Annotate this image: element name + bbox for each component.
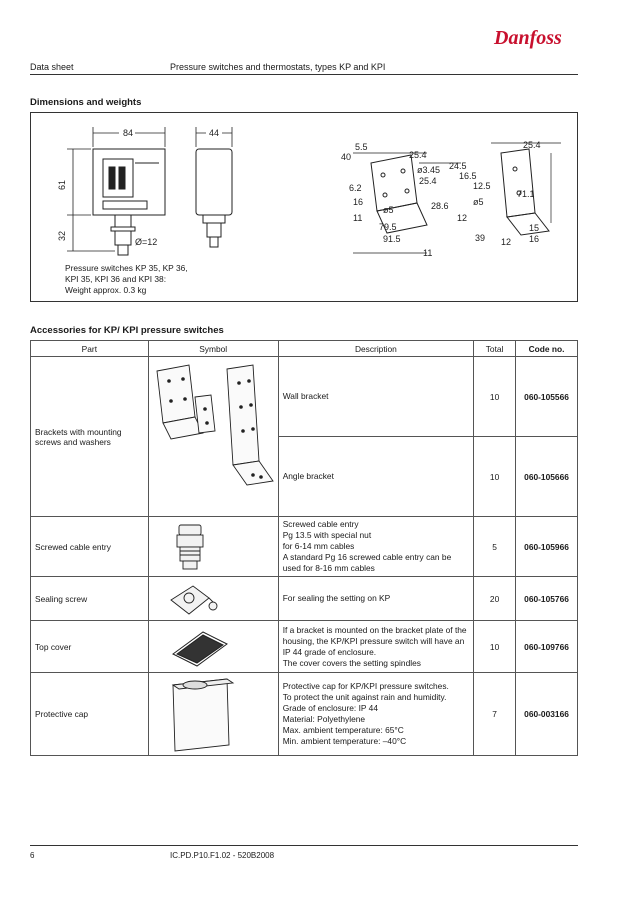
code-cell: 060-105666: [516, 437, 578, 517]
symbol-cell: [148, 621, 278, 673]
dim-11b: 11: [423, 248, 433, 258]
part-cell: Protective cap: [31, 673, 149, 756]
doc-type-label: Data sheet: [30, 62, 74, 72]
page-number: 6: [30, 851, 35, 860]
front-dim-lines: [67, 127, 165, 251]
weight-note-line: Pressure switches KP 35, KP 36,: [65, 263, 188, 273]
part-cell: Top cover: [31, 621, 149, 673]
dim-24-5: 24.5: [449, 161, 467, 171]
brackets-icon: [149, 361, 277, 511]
dim-15: 15: [529, 223, 540, 233]
page-header: [30, 22, 578, 78]
cable-entry-icon: [149, 519, 277, 573]
description-cell: Angle bracket: [278, 437, 473, 517]
weight-note-line: Weight approx. 0.3 kg: [65, 285, 147, 295]
total-cell: 10: [474, 437, 516, 517]
table-row: [31, 577, 578, 621]
dim-h32: 32: [57, 230, 67, 241]
dim-5-5: 5.5: [355, 142, 368, 152]
dim-3-45: ø3.45: [417, 165, 441, 175]
dim-91-5: 91.5: [383, 234, 401, 244]
dim-w44: 44: [209, 128, 220, 138]
dimensions-title: Dimensions and weights: [30, 97, 142, 108]
dim-16-5: 16.5: [459, 171, 477, 181]
table-header-row: [31, 341, 578, 357]
accessories-title: Accessories for KP/ KPI pressure switches: [30, 325, 224, 336]
code-cell: 060-105966: [516, 517, 578, 577]
side-view-drawing: [196, 127, 232, 247]
description-cell: If a bracket is mounted on the bracket plate of the housing, the KP/KPI pressure switch will have an IP 44 grade of enclosure. The cover covers the setting spindles: [278, 621, 473, 673]
doc-title: Pressure switches and thermostats, types KP and KPI: [170, 62, 386, 72]
code-cell: 060-003166: [516, 673, 578, 756]
symbol-cell: [148, 357, 278, 517]
sealing-screw-icon: [149, 578, 277, 618]
code-cell: 060-109766: [516, 621, 578, 673]
code-cell: 060-105766: [516, 577, 578, 621]
description-cell: Screwed cable entry Pg 13.5 with special nut for 6-14 mm cables A standard Pg 16 screwed cable entry can be used for 8-16 mm cables: [278, 517, 473, 577]
description-cell: For sealing the setting on KP: [278, 577, 473, 621]
dim-12a: 12: [457, 213, 468, 223]
dim-5b: ø5: [473, 197, 484, 207]
dim-w84: 84: [123, 128, 134, 138]
part-cell: Sealing screw: [31, 577, 149, 621]
total-cell: 10: [474, 621, 516, 673]
total-cell: 5: [474, 517, 516, 577]
dim-39: 39: [475, 233, 486, 243]
danfoss-logo: [492, 24, 578, 55]
total-cell: 10: [474, 357, 516, 437]
table-row: [31, 357, 578, 437]
weight-note-line: KPI 35, KPI 36 and KPI 38:: [65, 274, 167, 284]
dim-25-4b: 25.4: [419, 176, 437, 186]
col-header-description: Description: [278, 341, 473, 357]
dim-40: 40: [341, 152, 352, 162]
col-header-total: Total: [474, 341, 516, 357]
part-cell: Brackets with mounting screws and washers: [31, 357, 149, 517]
protective-cap-icon: [149, 673, 277, 753]
top-cover-icon: [149, 622, 277, 670]
part-cell: Screwed cable entry: [31, 517, 149, 577]
symbol-cell: [148, 577, 278, 621]
logo-text: Danfoss: [494, 27, 562, 49]
total-cell: 7: [474, 673, 516, 756]
dim-dia12: Ø=12: [135, 237, 158, 247]
weight-note: [65, 263, 188, 296]
footer-rule: [30, 845, 578, 846]
dim-16a: 16: [353, 197, 364, 207]
dim-12-5: 12.5: [473, 181, 491, 191]
dimensions-box: [30, 112, 578, 302]
table-row: [31, 517, 578, 577]
dim-25-4a: 25.4: [409, 150, 427, 160]
dim-11a: 11: [353, 213, 363, 223]
dim-79-5: 79.5: [379, 222, 397, 232]
symbol-cell: [148, 517, 278, 577]
dim-71-1: 71.1: [517, 189, 535, 199]
description-cell: Wall bracket: [278, 357, 473, 437]
total-cell: 20: [474, 577, 516, 621]
symbol-cell: [148, 673, 278, 756]
header-rule: [30, 74, 578, 75]
dim-h61: 61: [57, 179, 67, 190]
dim-5a: ø5: [383, 205, 394, 215]
description-cell: Protective cap for KP/KPI pressure switches. To protect the unit against rain and humidity. Grade of enclosure: IP 44 Material: Polyethylene Max. ambient temperature: 65°C Min. ambient temperature: –40°C: [278, 673, 473, 756]
dim-12b: 12: [501, 237, 512, 247]
col-header-symbol: Symbol: [148, 341, 278, 357]
table-row: [31, 673, 578, 756]
code-cell: 060-105566: [516, 357, 578, 437]
col-header-code: Code no.: [516, 341, 578, 357]
table-row: [31, 621, 578, 673]
dim-28-6: 28.6: [431, 201, 449, 211]
dim-6-2: 6.2: [349, 183, 362, 193]
dim-16b: 16: [529, 234, 540, 244]
accessories-table: [30, 340, 578, 756]
col-header-part: Part: [31, 341, 149, 357]
doc-reference: IC.PD.P10.F1.02 - 520B2008: [170, 851, 275, 860]
dim-25-4c: 25.4: [523, 140, 541, 150]
